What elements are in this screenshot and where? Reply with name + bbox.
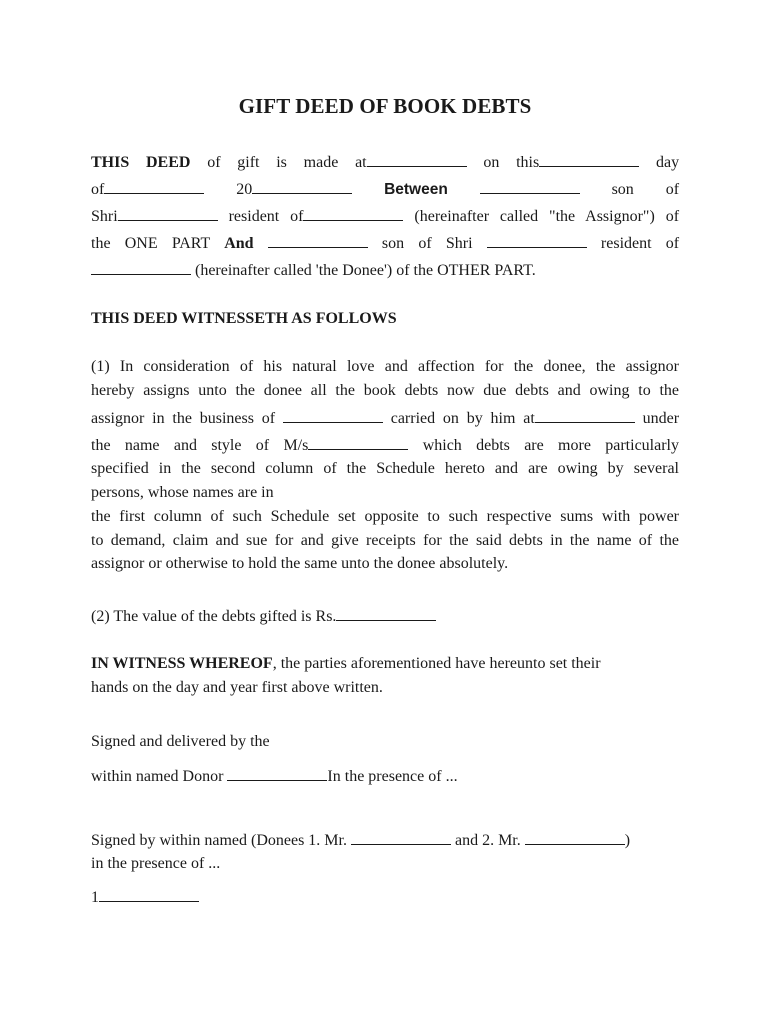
- intro-word: on: [483, 154, 500, 171]
- intro-word: of: [91, 181, 105, 198]
- intro-word: gift: [237, 154, 260, 171]
- intro-word-with-blank: [229, 208, 404, 225]
- intro-word: of: [418, 235, 432, 252]
- intro-word-with-blank: [516, 154, 639, 171]
- blank-field: [118, 206, 218, 221]
- intro-word-with-blank: [91, 181, 204, 198]
- intro-word: resident: [600, 235, 652, 252]
- intro-line-1: [91, 152, 679, 172]
- intro-word: 20: [236, 181, 253, 198]
- signed-donor-text: within named Donor: [91, 768, 224, 785]
- signed-donor-text: In the presence of ...: [327, 768, 458, 785]
- intro-word: day: [655, 154, 680, 171]
- clause-1-line: assignor or otherwise to hold the same unto the donee absolutely.: [91, 555, 509, 572]
- witness-whereof-label: IN WITNESS WHEREOF: [91, 655, 273, 672]
- witness-line-2: hands on the day and year first above written.: [91, 679, 383, 696]
- intro-word-with-blank: [355, 154, 467, 171]
- clause-1-text: carried on by him at: [390, 410, 535, 427]
- blank-field: [303, 206, 403, 221]
- blank-field: [308, 435, 408, 450]
- clause-1-text: under: [642, 410, 680, 427]
- this-deed-label: THIS DEED: [91, 154, 191, 171]
- witness-text: , the parties aforementioned have hereunto set their: [272, 655, 601, 672]
- assignor-definition: (hereinafter called "the Assignor") of: [414, 208, 680, 225]
- blank-field: [104, 179, 204, 194]
- clause-1-line: the first column of such Schedule set opposite to such respective sums with power: [91, 508, 679, 525]
- clause-1-text: which debts are more particularly: [422, 437, 679, 454]
- between-label: Between: [384, 181, 448, 198]
- donee-1-blank: [351, 830, 451, 845]
- intro-word-with-blank: [91, 208, 218, 225]
- intro-word: PART: [171, 235, 210, 252]
- clause-1-line: (1) In consideration of his natural love and affection for the donee, the assignor: [91, 358, 679, 375]
- intro-word: of: [207, 154, 221, 171]
- blank-field: [480, 179, 580, 194]
- clause-2: [91, 606, 679, 626]
- intro-word: this: [516, 154, 540, 171]
- and-label: And: [224, 235, 254, 252]
- intro-word-with-blank: [236, 181, 352, 198]
- signed-donees-line-2: in the presence of ...: [91, 855, 221, 872]
- witness-line-1: [91, 655, 679, 673]
- intro-word: son: [381, 235, 405, 252]
- intro-word: Shri: [91, 208, 118, 225]
- witness-1-blank: [99, 887, 199, 902]
- intro-line-5: [91, 260, 679, 280]
- donor-signature-blank: [227, 766, 327, 781]
- signed-donees-text: and 2. Mr.: [454, 832, 521, 849]
- donee-2-blank: [525, 830, 625, 845]
- blank-field: [268, 233, 368, 248]
- intro-line-2: [91, 179, 679, 199]
- intro-word: son: [611, 181, 634, 198]
- intro-word: of: [665, 235, 680, 252]
- intro-word: resident of: [228, 208, 304, 225]
- clause-1-line: to demand, claim and sue for and give receipts for the said debts in the name of the: [91, 532, 679, 549]
- intro-word: is: [276, 154, 287, 171]
- blank-field: [535, 408, 635, 423]
- clause-1-line: hereby assigns unto the donee all the book debts now due debts and owing to the: [91, 382, 679, 399]
- clause-1-line: specified in the second column of the Schedule hereto and are owing by several: [91, 460, 679, 477]
- clause-1-text-with-blank: [91, 437, 408, 454]
- clause-1-line: persons, whose names are in: [91, 484, 274, 501]
- witnesseth-heading: THIS DEED WITNESSETH AS FOLLOWS: [91, 310, 397, 327]
- signed-donees-line-1: [91, 830, 679, 850]
- signed-donor-line-1: Signed and delivered by the: [91, 733, 270, 750]
- intro-line-3: [91, 206, 679, 226]
- blank-field: [487, 233, 587, 248]
- signed-donor-line-2: [91, 766, 679, 786]
- blank-field: [336, 606, 436, 621]
- document-title: GIFT DEED OF BOOK DEBTS: [238, 94, 532, 118]
- blank-field: [283, 408, 383, 423]
- intro-word: Shri: [445, 235, 473, 252]
- intro-word: the: [91, 235, 111, 252]
- signed-donees-text: ): [624, 832, 631, 849]
- clause-1-line-4: [91, 435, 679, 455]
- clause-1-text: assignor in the business of: [91, 410, 276, 427]
- signed-donees-text: Signed by within named (Donees 1. Mr.: [91, 832, 347, 849]
- donee-definition: (hereinafter called 'the Donee') of the OTHER PART.: [195, 262, 536, 279]
- clause-2-text: (2) The value of the debts gifted is Rs.: [91, 608, 337, 625]
- blank-field: [91, 260, 191, 275]
- witness-number: 1: [91, 889, 99, 906]
- blank-field: [252, 179, 352, 194]
- clause-1-text-with-blank: [391, 410, 635, 427]
- clause-1-line-3: [91, 408, 679, 428]
- intro-word: made: [303, 154, 339, 171]
- intro-line-4: [91, 233, 679, 253]
- intro-word: of: [665, 181, 680, 198]
- witness-1-line: [91, 887, 679, 907]
- blank-field: [539, 152, 639, 167]
- clause-1-text: the name and style of M/s: [91, 437, 309, 454]
- blank-field: [367, 152, 467, 167]
- intro-word: at: [355, 154, 367, 171]
- intro-word: ONE: [124, 235, 158, 252]
